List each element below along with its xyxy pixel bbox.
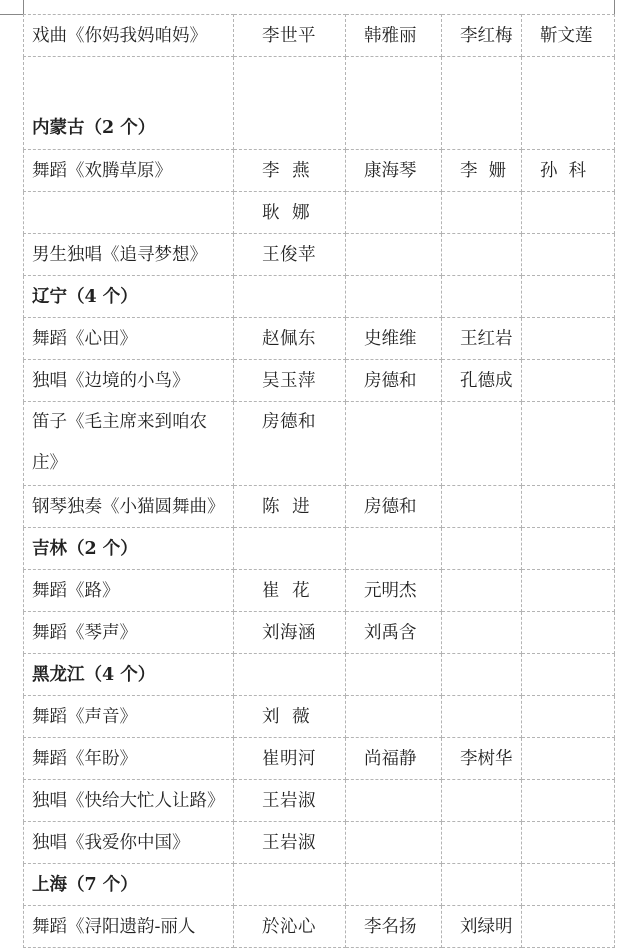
performer-cell <box>442 822 522 864</box>
performer-cell <box>234 486 346 528</box>
performer-cell <box>522 150 615 192</box>
program-title <box>24 906 234 948</box>
table-row <box>24 612 615 654</box>
table-row <box>24 15 615 57</box>
performer-cell <box>346 57 442 150</box>
program-title <box>24 612 234 654</box>
table-row <box>24 906 615 948</box>
performer-cell <box>442 318 522 360</box>
performer-cell <box>442 864 522 906</box>
performer-name: 孔德成 <box>460 370 513 391</box>
performer-cell <box>346 360 442 402</box>
performer-cell <box>346 864 442 906</box>
table-row <box>24 318 615 360</box>
performer-name: 耿 娜 <box>262 202 311 223</box>
performer-name: 康海琴 <box>364 160 417 181</box>
page-corner-mark-horizontal <box>0 14 23 15</box>
performer-cell <box>522 612 615 654</box>
program-title <box>24 738 234 780</box>
performer-cell <box>346 738 442 780</box>
program-title <box>24 150 234 192</box>
performer-cell <box>442 276 522 318</box>
performer-cell <box>442 402 522 486</box>
table-row <box>24 822 615 864</box>
performer-cell <box>346 822 442 864</box>
table-row <box>24 738 615 780</box>
table-row <box>24 402 615 486</box>
performer-cell <box>234 15 346 57</box>
performer-cell <box>442 360 522 402</box>
performer-cell <box>522 654 615 696</box>
performer-cell <box>346 906 442 948</box>
cell-text: 舞蹈《琴声》 <box>32 622 137 643</box>
performer-cell <box>442 528 522 570</box>
performer-cell <box>234 234 346 276</box>
performer-cell <box>234 402 346 486</box>
performer-cell <box>522 570 615 612</box>
performer-cell <box>442 570 522 612</box>
performer-cell <box>346 234 442 276</box>
table-row <box>24 360 615 402</box>
program-title <box>24 780 234 822</box>
performer-cell <box>442 192 522 234</box>
performer-cell <box>442 906 522 948</box>
section-row <box>24 654 615 696</box>
performer-cell <box>346 192 442 234</box>
performer-cell <box>442 612 522 654</box>
performer-cell <box>522 696 615 738</box>
performer-cell <box>442 486 522 528</box>
cell-text: 独唱《快给大忙人让路》 <box>32 790 225 811</box>
performer-cell <box>442 150 522 192</box>
performer-cell <box>234 612 346 654</box>
performer-cell <box>442 234 522 276</box>
performer-cell <box>346 654 442 696</box>
performer-name: 於沁心 <box>262 916 316 937</box>
performer-name: 刘绿明 <box>460 916 513 937</box>
performer-name: 李 燕 <box>262 160 311 181</box>
performer-cell <box>234 360 346 402</box>
cell-text: 吉林（2 个） <box>32 538 138 559</box>
cell-text: 辽宁（4 个） <box>32 286 138 307</box>
performer-name: 李名扬 <box>364 916 417 937</box>
section-row <box>24 57 615 150</box>
program-title <box>24 570 234 612</box>
performer-cell <box>346 276 442 318</box>
performer-name: 刘 薇 <box>262 706 311 727</box>
performer-name: 崔 花 <box>262 580 311 601</box>
cell-text: 男生独唱《追寻梦想》 <box>32 244 207 265</box>
cell-text: 独唱《边境的小鸟》 <box>32 370 190 391</box>
performer-cell <box>442 57 522 150</box>
table-row <box>24 150 615 192</box>
performer-name: 吴玉萍 <box>262 370 316 391</box>
performer-cell <box>234 570 346 612</box>
section-title <box>24 276 234 318</box>
performer-cell <box>522 276 615 318</box>
cell-text: 舞蹈《欢腾草原》 <box>32 160 172 181</box>
performer-cell <box>522 486 615 528</box>
performer-name: 房德和 <box>364 370 417 391</box>
performer-cell <box>522 528 615 570</box>
performer-name: 陈 进 <box>262 496 311 517</box>
cell-text: 舞蹈《声音》 <box>32 706 137 727</box>
performer-cell <box>442 780 522 822</box>
cell-text: 内蒙古（2 个） <box>32 118 156 138</box>
cell-text: 戏曲《你妈我妈咱妈》 <box>32 25 207 46</box>
performer-cell <box>234 150 346 192</box>
cell-text: 笛子《毛主席来到咱农庄》 <box>32 412 207 473</box>
table-row <box>24 570 615 612</box>
performer-name: 李 姗 <box>460 160 507 181</box>
table-row <box>24 696 615 738</box>
program-table-body <box>24 15 615 948</box>
performer-cell <box>522 318 615 360</box>
performer-cell <box>522 738 615 780</box>
program-title <box>24 360 234 402</box>
performer-name: 李红梅 <box>460 25 513 46</box>
section-title <box>24 57 234 150</box>
performer-name: 尚福静 <box>364 748 417 769</box>
page-corner-mark-vertical-right <box>614 0 615 14</box>
performer-cell <box>346 15 442 57</box>
performer-name: 史维维 <box>364 328 417 349</box>
program-title <box>24 192 234 234</box>
performer-cell <box>522 192 615 234</box>
performer-name: 李世平 <box>262 25 316 46</box>
performer-cell <box>234 276 346 318</box>
performer-cell <box>346 150 442 192</box>
performer-cell <box>442 738 522 780</box>
cell-text: 舞蹈《心田》 <box>32 328 137 349</box>
performer-name: 刘禹含 <box>364 622 417 643</box>
performer-name: 韩雅丽 <box>364 25 417 46</box>
performer-cell <box>442 654 522 696</box>
cell-text: 上海（7 个） <box>32 874 138 895</box>
performer-cell <box>346 318 442 360</box>
section-row <box>24 864 615 906</box>
program-title <box>24 402 234 486</box>
table-row <box>24 780 615 822</box>
table-row <box>24 234 615 276</box>
section-row <box>24 528 615 570</box>
performer-cell <box>346 696 442 738</box>
section-title <box>24 528 234 570</box>
performer-name: 刘海涵 <box>262 622 316 643</box>
performer-name: 王俊苹 <box>262 244 316 265</box>
program-title <box>24 822 234 864</box>
cell-text: 钢琴独奏《小猫圆舞曲》 <box>32 496 225 517</box>
performer-cell <box>234 57 346 150</box>
performer-cell <box>346 528 442 570</box>
performer-cell <box>346 402 442 486</box>
cell-text: 舞蹈《浔阳遗韵-丽人 <box>32 916 196 937</box>
performer-cell <box>522 234 615 276</box>
table-row <box>24 486 615 528</box>
program-title <box>24 318 234 360</box>
performer-cell <box>234 738 346 780</box>
performer-cell <box>346 612 442 654</box>
performer-name: 李树华 <box>460 748 513 769</box>
program-table <box>23 14 615 948</box>
performer-name: 孙 科 <box>540 160 587 181</box>
performer-cell <box>522 57 615 150</box>
cell-text: 舞蹈《路》 <box>32 580 120 601</box>
performer-cell <box>522 822 615 864</box>
performer-cell <box>234 528 346 570</box>
performer-cell <box>234 318 346 360</box>
performer-name: 房德和 <box>262 412 316 432</box>
section-title <box>24 864 234 906</box>
table-row <box>24 192 615 234</box>
program-title <box>24 696 234 738</box>
performer-cell <box>346 570 442 612</box>
performer-name: 房德和 <box>364 496 417 517</box>
performer-cell <box>234 822 346 864</box>
program-title <box>24 486 234 528</box>
performer-cell <box>522 780 615 822</box>
program-title <box>24 15 234 57</box>
performer-name: 王岩淑 <box>262 790 316 811</box>
performer-name: 王岩淑 <box>262 832 316 853</box>
performer-cell <box>234 864 346 906</box>
cell-text: 独唱《我爱你中国》 <box>32 832 190 853</box>
section-title <box>24 654 234 696</box>
performer-name: 元明杰 <box>364 580 417 601</box>
performer-name: 崔明河 <box>262 748 316 769</box>
cell-text: 黑龙江（4 个） <box>32 664 156 685</box>
performer-cell <box>346 780 442 822</box>
performer-cell <box>234 654 346 696</box>
section-row <box>24 276 615 318</box>
performer-cell <box>234 906 346 948</box>
performer-cell <box>522 906 615 948</box>
performer-cell <box>234 696 346 738</box>
performer-cell <box>234 192 346 234</box>
performer-cell <box>442 15 522 57</box>
performer-name: 王红岩 <box>460 328 513 349</box>
performer-cell <box>522 360 615 402</box>
cell-text: 舞蹈《年盼》 <box>32 748 137 769</box>
program-title <box>24 234 234 276</box>
page-corner-mark-vertical <box>23 0 24 14</box>
performer-name: 赵佩东 <box>262 328 316 349</box>
performer-cell <box>522 402 615 486</box>
performer-cell <box>234 780 346 822</box>
performer-cell <box>522 864 615 906</box>
performer-cell <box>346 486 442 528</box>
performer-cell <box>522 15 615 57</box>
performer-cell <box>442 696 522 738</box>
performer-name: 靳文莲 <box>540 25 593 46</box>
